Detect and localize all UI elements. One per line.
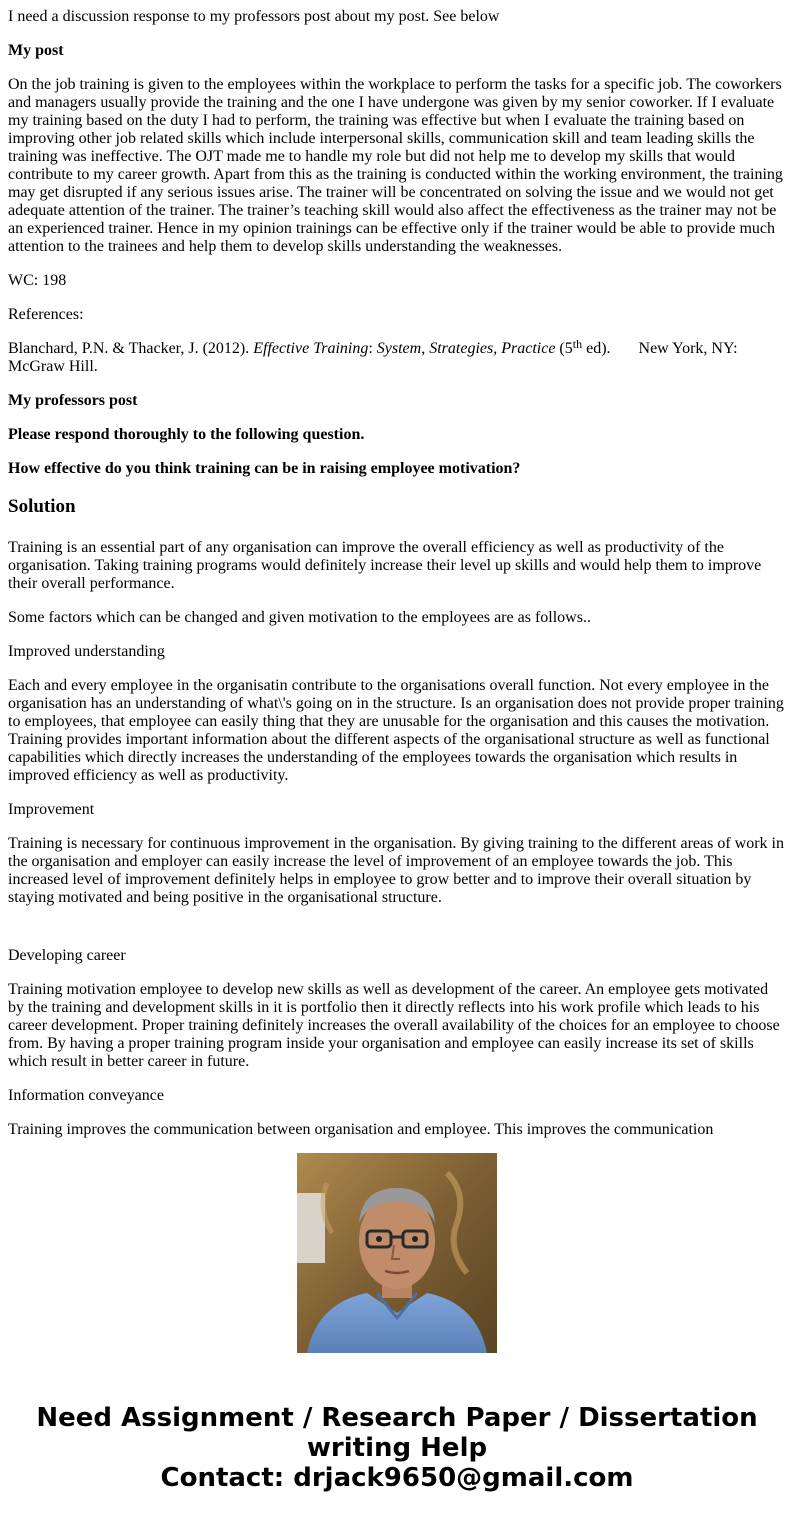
professor-instruction: Please respond thoroughly to the following question.: [8, 426, 365, 443]
section-heading: Improved understanding: [8, 643, 165, 660]
footer-line: writing Help: [306, 1433, 488, 1463]
spacer: [8, 923, 786, 931]
solution-paragraph: Some factors which can be changed and given motivation to the employees are as follows..: [8, 609, 591, 626]
person-photo-icon: [297, 1153, 497, 1353]
professor-question: How effective do you think training can be in raising employee motivation?: [8, 460, 521, 477]
intro-text: I need a discussion response to my professors post about my post. See below: [8, 8, 500, 25]
solution-paragraph: Training is an essential part of any organisation can improve the overall efficiency as well as productivity of the organisation. Taking training programs would definitely increase their level up skills and would help them to improve their overall performance.: [8, 539, 762, 592]
section-heading: Developing career: [8, 947, 126, 964]
reference-entry: Blanchard, P.N. & Thacker, J. (2012). Effective Training: System, Strategies, Practice (5th ed). New York, NY: McGraw Hill.: [8, 337, 742, 375]
solution-paragraph: Training motivation employee to develop new skills as well as development of the career. An employee gets motivated by the training and development skills in it is portfolio then it directly reflects into his work profile which leads to his career development. Proper training definitely increases the overall availability of the choices for an employee to choose from. By having a proper training program inside your organisation and employee can easily increase its set of skills which result in better career in future.: [8, 981, 780, 1070]
footer-contact: [0, 1403, 794, 1493]
my-post-heading: My post: [8, 42, 64, 59]
document-content: [8, 0, 786, 1138]
section-heading: Improvement: [8, 801, 95, 818]
footer-line: Need Assignment / Research Paper / Dissertation: [36, 1403, 758, 1433]
solution-paragraph: Each and every employee in the organisatin contribute to the organisations overall function. Not every employee in the organisation has an understanding of what\'s going on in the structure. Is an organisation does not provide proper training to employees, that employee can easily thing that they are unusable for the organisation and this causes the motivation. Training provides important information about the different aspects of the organisational structure as well as functional capabilities which directly increases the understanding of the employees towards the organisation which results in improved efficiency as well as productivity.: [8, 677, 784, 784]
references-label: References:: [8, 306, 84, 323]
my-post-body: On the job training is given to the employees within the workplace to perform the tasks for a specific job. The coworkers and managers usually provide the training and the one I have undergone was given by my senior coworker. If I evaluate my training based on the duty I had to perform, the training was effective but when I evaluate the training based on improving other job related skills which include interpersonal skills, communication skill and team leading skills the training was ineffective. The OJT made me to handle my role but did not help me to develop my skills that would contribute to my career growth. Apart from this as the training is conducted within the working environment, the training may get disrupted if any serious issues arise. The trainer will be concentrated on solving the issue and we would not get adequate attention of the trainer. The trainer’s teaching skill would also affect the effectiveness as the trainer may not be an experienced trainer. Hence in my opinion trainings can be effective only if the trainer would be able to provide much attention to the trainees and help them to develop skills understanding the weaknesses.: [8, 76, 783, 255]
footer-contact-email: Contact: drjack9650@gmail.com: [160, 1463, 634, 1493]
avatar: [297, 1153, 497, 1353]
solution-paragraph: Training is necessary for continuous improvement in the organisation. By giving training to the different areas of work in the organisation and employer can easily increase the level of improvement of an employee towards the job. This increased level of improvement definitely helps in employee to grow better and to improve their overall situation by staying motivated and being positive in the organisational structure.: [8, 835, 784, 906]
professor-heading: My professors post: [8, 392, 138, 409]
solution-heading: Solution: [8, 496, 76, 517]
solution-paragraph: Training improves the communication between organisation and employee. This improves the communication: [8, 1121, 714, 1138]
word-count: WC: 198: [8, 272, 67, 289]
section-heading: Information conveyance: [8, 1087, 164, 1104]
